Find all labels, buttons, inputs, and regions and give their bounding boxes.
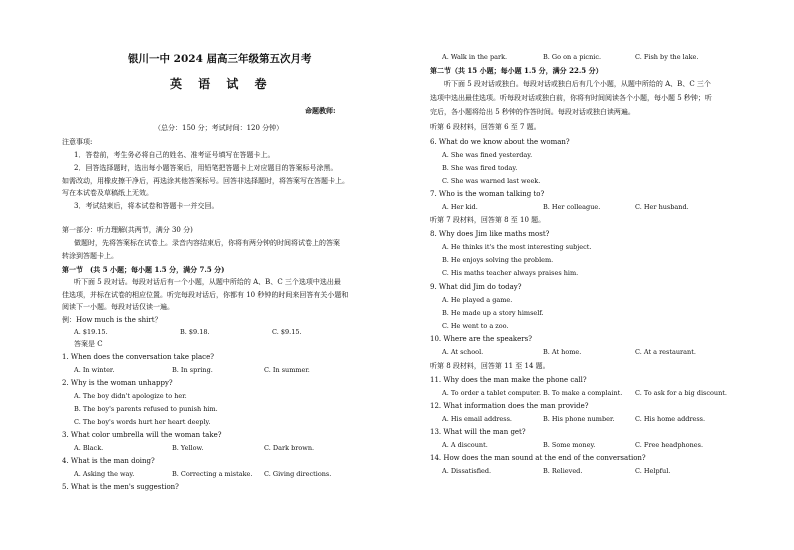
option-5c: C. Fish by the lake. (635, 53, 699, 61)
option-13a: A. A discount. (442, 441, 488, 449)
option-11a: A. To order a tablet computer. (442, 389, 542, 397)
option-7b: B. Her colleague. (543, 203, 601, 211)
option-12b: B. His phone number. (543, 415, 615, 423)
material-6: 听第 6 段材料，回答第 6 至 7 题。 (430, 123, 541, 131)
option-11c: C. To ask for a big discount. (635, 389, 727, 397)
option-3b: B. Yellow. (172, 444, 204, 452)
question-9: 9. What did Jim do today? (430, 283, 522, 291)
question-13: 13. What will the man get? (430, 428, 526, 436)
section2-intro: 完后，各小题将给出 5 秒钟的作答时间。每段对话或独白读两遍。 (430, 108, 635, 116)
part1-intro: 做题时，先将答案标在试卷上。录音内容结束后，你将有两分钟的时间将试卷上的答案 (74, 239, 340, 247)
option-12a: A. His email address. (442, 415, 512, 423)
note-line: 1．答卷前，考生务必将自己的姓名、准考证号填写在答题卡上。 (74, 151, 275, 159)
question-10: 10. Where are the speakers? (430, 335, 532, 343)
question-1: 1. When does the conversation take place? (62, 353, 214, 361)
section1-intro: 佳选项，并标在试卷的相应位置。听完每段对话后，你都有 10 秒钟的时间来回答有关小题和 (62, 291, 349, 299)
question-6: 6. What do we know about the woman? (430, 138, 570, 146)
example-option-a: A. $19.15. (74, 328, 108, 336)
question-14: 14. How does the man sound at the end of the conversation? (430, 454, 646, 462)
option-2c: C. The boy's words hurt her heart deeply. (74, 418, 211, 426)
section1-intro: 听下面 5 段对话。每段对话后有一个小题，从题中所给的 A、B、C 三个选项中选出最 (74, 278, 341, 286)
question-11: 11. Why does the man make the phone call? (430, 376, 587, 384)
option-9b: B. He made up a story himself. (442, 309, 544, 317)
option-7a: A. Her kid. (442, 203, 478, 211)
option-2b: B. The boy's parents refused to punish him. (74, 405, 218, 413)
option-4b: B. Correcting a mistake. (172, 470, 253, 478)
option-3a: A. Black. (74, 444, 104, 452)
question-12: 12. What information does the man provide? (430, 402, 589, 410)
option-14b: B. Relieved. (543, 467, 583, 475)
option-4a: A. Asking the way. (74, 470, 135, 478)
section2-intro: 选项中选出最佳选项。听每段对话或独白前，你将有时间阅读各个小题，每小题 5 秒钟；听 (430, 94, 712, 102)
section1-heading: 第一节 (共 5 小题；每小题 1.5 分，满分 7.5 分) (62, 265, 225, 274)
right-column (397, 0, 794, 550)
note-line: 写在本试卷及草稿纸上无效。 (62, 189, 153, 197)
exam-title: 英 语 试 卷 (170, 77, 273, 91)
option-13c: C. Free headphones. (635, 441, 704, 449)
option-8a: A. He thinks it's the most interesting subject. (442, 243, 592, 251)
question-4: 4. What is the man doing? (62, 457, 155, 465)
question-2: 2. Why is the woman unhappy? (62, 379, 173, 387)
section1-intro: 阅读下一小题。每段对话仅读一遍。 (62, 303, 174, 311)
question-7: 7. Who is the woman talking to? (430, 190, 545, 198)
option-9a: A. He played a game. (442, 296, 513, 304)
option-13b: B. Some money. (543, 441, 596, 449)
option-14a: A. Dissatisfied. (442, 467, 492, 475)
option-6c: C. She was warned last week. (442, 177, 541, 185)
option-1a: A. In winter. (74, 366, 115, 374)
option-8c: C. His maths teacher always praises him. (442, 269, 579, 277)
option-4c: C. Giving directions. (264, 470, 332, 478)
option-5b: B. Go on a picnic. (543, 53, 602, 61)
option-1c: C. In summer. (264, 366, 310, 374)
option-10a: A. At school. (442, 348, 484, 356)
question-3: 3. What color umbrella will the woman take? (62, 431, 222, 439)
option-6b: B. She was fired today. (442, 164, 518, 172)
section2-intro: 听下面 5 段对话或独白。每段对话或独白后有几个小题，从题中所给的 A、B、C 三个 (444, 80, 711, 88)
material-7: 听第 7 段材料，回答第 8 至 10 题。 (430, 216, 546, 224)
author-label: 命题教师: (305, 106, 336, 115)
note-line: 3．考试结束后，将本试卷和答题卡一并交回。 (74, 202, 219, 210)
option-11b: B. To make a complaint. (543, 389, 623, 397)
example-option-c: C. $9.15. (272, 328, 302, 336)
option-10c: C. At a restaurant. (635, 348, 696, 356)
material-8: 听第 8 段材料，回答第 11 至 14 题。 (430, 362, 550, 370)
option-10b: B. At home. (543, 348, 582, 356)
example-question: 例：How much is the shirt？ (62, 316, 162, 324)
question-8: 8. Why does Jim like maths most? (430, 230, 550, 238)
score-time: （总分：150 分；考试时间：120 分钟） (154, 124, 284, 132)
note-line: 如需改动，用橡皮擦干净后，再选涂其他答案标号。回答非选择题时，将答案写在答题卡上。 (62, 177, 349, 185)
option-14c: C. Helpful. (635, 467, 671, 475)
option-12c: C. His home address. (635, 415, 706, 423)
option-9c: C. He went to a zoo. (442, 322, 509, 330)
option-1b: B. In spring. (172, 366, 213, 374)
example-option-b: B. $9.18. (180, 328, 210, 336)
question-5: 5. What is the men's suggestion? (62, 483, 179, 491)
option-3c: C. Dark brown. (264, 444, 315, 452)
example-answer: 答案是 C (74, 340, 103, 348)
section2-heading: 第二节（共 15 小题；每小题 1.5 分，满分 22.5 分） (430, 66, 603, 75)
option-5a: A. Walk in the park. (442, 53, 508, 61)
part1-heading: 第一部分：听力理解(共两节，满分 30 分) (62, 226, 193, 234)
part1-intro: 转涂到答题卡上。 (62, 252, 118, 260)
option-7c: C. Her husband. (635, 203, 689, 211)
note-line: 2．回答选择题时，选出每小题答案后，用铅笔把答题卡上对应题目的答案标号涂黑。 (74, 164, 338, 172)
notes-heading: 注意事项: (62, 138, 93, 146)
option-6a: A. She was fined yesterday. (442, 151, 533, 159)
school-title: 银川一中 2024 届高三年级第五次月考 (128, 53, 312, 65)
option-8b: B. He enjoys solving the problem. (442, 256, 554, 264)
option-2a: A. The boy didn't apologize to her. (74, 392, 187, 400)
